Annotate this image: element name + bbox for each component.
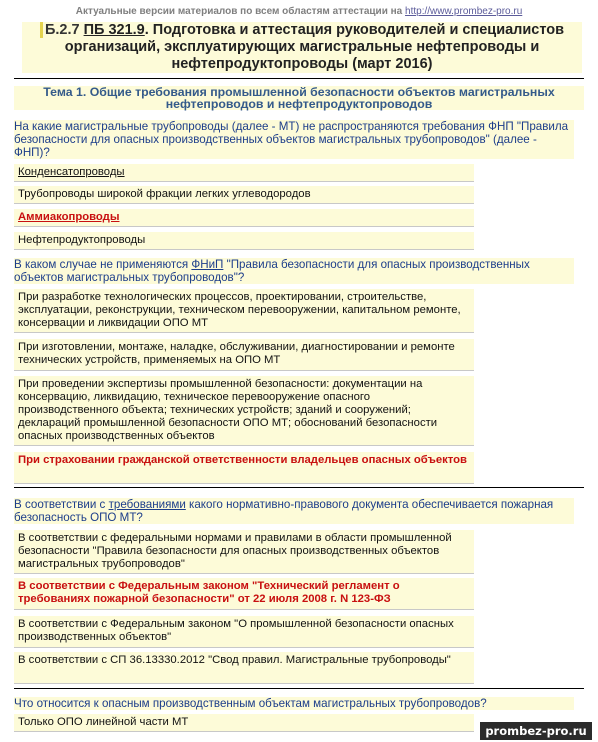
answer-1-1: Конденсатопроводы [14, 164, 474, 182]
site-watermark: prombez-pro.ru [480, 722, 592, 740]
title-text: . Подготовка и аттестация руководителей и специалистов организаций, эксплуатирующих магистральные нефтепроводы и нефтепродуктопроводы (март 2016) [64, 22, 565, 72]
title-code-num: ПБ 321.9 [83, 22, 145, 38]
answer-4-1: Только ОПО линейной части МТ [14, 714, 474, 732]
theme-heading: Тема 1. Общие требования промышленной безопасности объектов магистральных нефтепроводов и нефтепродуктопроводов [14, 86, 584, 110]
title-code: Б.2.7 [40, 22, 80, 38]
answer-3-3: В соответствии с Федеральным законом "О промышленной безопасности опасных производственных объектов" [14, 616, 474, 648]
question-2: В каком случае не применяются ФНиП "Правила безопасности для опасных производственных объектов магистральных трубопроводов"? [14, 258, 574, 284]
answer-3-1: В соответствии с федеральными нормами и правилами в области промышленной безопасности "Правила безопасности для опасных производственных объектов магистральных трубопроводов" [14, 530, 474, 574]
header-link[interactable]: http://www.prombez-pro.ru [405, 6, 523, 17]
answer-2-2: При изготовлении, монтаже, наладке, обслуживании, диагностировании и ремонте технических устройств, применяемых на ОПО МТ [14, 339, 474, 371]
section-divider-1 [14, 487, 584, 488]
header-line [0, 6, 598, 17]
answer-3-2: В соответствии с Федеральным законом "Технический регламент о требованиях пожарной безопасности" от 22 июля 2008 г. N 123-ФЗ [14, 578, 474, 610]
page-title [22, 22, 582, 73]
answer-2-3: При проведении экспертизы промышленной безопасности: документации на консервацию, ликвидацию, техническое перевооружение опасного производственного объекта; технических устройств; зданий и сооружений; деклараций промышленной безопасности ОПО МТ; обоснований безопасности опасных производственных объектов [14, 376, 474, 446]
question-3: В соответствии с требованиями какого нормативно-правового документа обеспечивается пожарная безопасность ОПО МТ? [14, 498, 574, 524]
question-4: Что относится к опасным производственным объектам магистральных трубопроводов? [14, 697, 574, 710]
answer-1-3: Аммиакопроводы [14, 209, 474, 227]
section-divider-2 [14, 688, 584, 689]
answer-2-1: При разработке технологических процессов, проектировании, строительстве, эксплуатации, реконструкции, техническом перевооружении, капитальном ремонте, консервации и ликвидации ОПО МТ [14, 289, 474, 333]
answer-3-4: В соответствии с СП 36.13330.2012 "Свод правил. Магистральные трубопроводы" [14, 652, 474, 684]
answer-1-4: Нефтепродуктопроводы [14, 232, 474, 250]
header-prefix: Актуальные версии материалов по всем областям аттестации на [75, 6, 403, 17]
question-1: На какие магистральные трубопроводы (далее - МТ) не распространяются требования ФНП "Правила безопасности для опасных производственных объектов магистральных трубопроводов" (далее - ФНП)? [14, 120, 574, 159]
answer-1-2: Трубопроводы широкой фракции легких углеводородов [14, 186, 474, 204]
title-divider [14, 78, 584, 79]
answer-2-4: При страховании гражданской ответственности владельцев опасных объектов [14, 452, 474, 484]
